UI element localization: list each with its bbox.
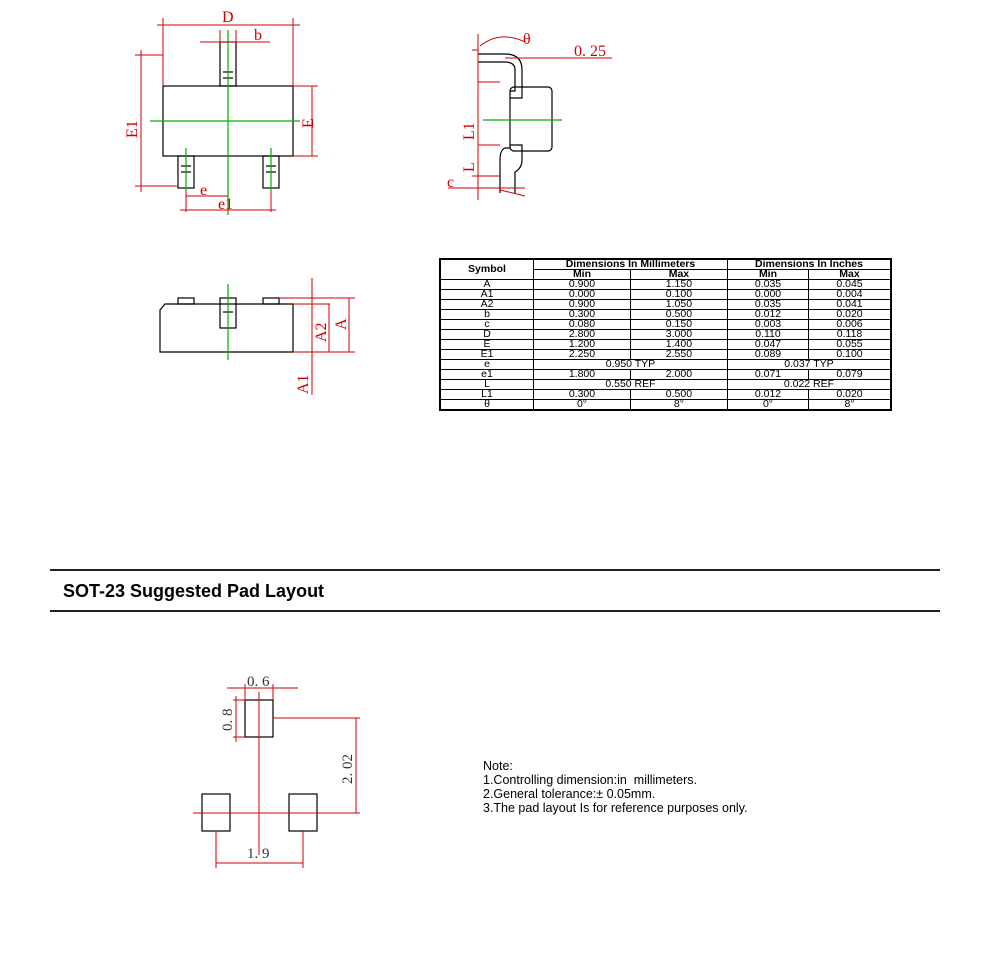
mm-max-header: Max [630, 270, 727, 280]
mm-min-header: Min [534, 270, 631, 280]
table-cell: 0.041 [809, 300, 891, 310]
note-item: 3.The pad layout Is for reference purposes only. [483, 801, 748, 815]
table-cell: θ [440, 400, 534, 411]
table-cell: A [440, 280, 534, 290]
table-cell: 0.071 [727, 370, 808, 380]
table-cell: 0.004 [809, 290, 891, 300]
table-cell: c [440, 320, 534, 330]
table-cell: 2.250 [534, 350, 631, 360]
table-cell: 0.080 [534, 320, 631, 330]
table-row [440, 400, 891, 411]
mm-header: Dimensions In Millimeters [534, 259, 728, 270]
label-E1: E1 [124, 120, 141, 138]
label-pad-pitch: 1. 9 [247, 846, 270, 862]
table-cell: 0.900 [534, 300, 631, 310]
table-cell: e [440, 360, 534, 370]
table-cell: 0.020 [809, 390, 891, 400]
table-cell: 0.950 TYP [534, 360, 728, 370]
table-cell: 0.550 REF [534, 380, 728, 390]
table-cell: 0.300 [534, 390, 631, 400]
in-min-header: Min [727, 270, 808, 280]
symbol-header: Symbol [440, 259, 534, 280]
label-A2: A2 [313, 322, 330, 342]
table-cell: 0.079 [809, 370, 891, 380]
table-cell: A2 [440, 300, 534, 310]
label-L1: L1 [461, 122, 478, 140]
table-cell: 1.800 [534, 370, 631, 380]
table-row [440, 390, 891, 400]
notes-heading: Note: [483, 759, 513, 773]
table-cell: L [440, 380, 534, 390]
table-cell: 1.400 [630, 340, 727, 350]
table-cell: 2.000 [630, 370, 727, 380]
in-header: Dimensions In Inches [727, 259, 891, 270]
table-cell: D [440, 330, 534, 340]
table-cell: 0.035 [727, 280, 808, 290]
table-cell: 0.003 [727, 320, 808, 330]
label-c: c [447, 174, 455, 191]
table-cell: 0.022 REF [727, 380, 891, 390]
table-cell: E [440, 340, 534, 350]
label-L: L [461, 162, 478, 172]
table-cell: 0.300 [534, 310, 631, 320]
table-cell: 0° [534, 400, 631, 411]
table-cell: 8° [630, 400, 727, 411]
table-cell: 0.012 [727, 390, 808, 400]
table-cell: 0.100 [809, 350, 891, 360]
table-cell: 3.000 [630, 330, 727, 340]
label-b: b [254, 27, 262, 44]
section-rule-bottom [50, 610, 940, 612]
in-max-header: Max [809, 270, 891, 280]
label-D: D [222, 9, 234, 26]
label-e: e [200, 182, 208, 199]
table-cell: 0.500 [630, 310, 727, 320]
table-cell: 0.037 TYP [727, 360, 891, 370]
table-cell: L1 [440, 390, 534, 400]
table-cell: 0.020 [809, 310, 891, 320]
table-cell: 0.900 [534, 280, 631, 290]
table-cell: 0.150 [630, 320, 727, 330]
note-item: 2.General tolerance:± 0.05mm. [483, 787, 656, 801]
pad-layout-title: SOT-23 Suggested Pad Layout [63, 581, 325, 601]
table-cell: 0.035 [727, 300, 808, 310]
table-cell: 1.200 [534, 340, 631, 350]
table-cell: 0.047 [727, 340, 808, 350]
table-cell: E1 [440, 350, 534, 360]
table-cell: 0.500 [630, 390, 727, 400]
table-cell: 0.000 [534, 290, 631, 300]
table-cell: 0.089 [727, 350, 808, 360]
table-cell: 1.150 [630, 280, 727, 290]
notes [483, 759, 748, 815]
label-gauge: 0. 25 [574, 43, 606, 60]
table-cell: 0.110 [727, 330, 808, 340]
table-cell: 1.050 [630, 300, 727, 310]
label-theta: θ [523, 31, 531, 48]
table-cell: b [440, 310, 534, 320]
table-cell: 0.012 [727, 310, 808, 320]
section-rule-top [50, 569, 940, 571]
dimension-table [439, 258, 892, 411]
table-cell: 0° [727, 400, 808, 411]
table-cell: 0.045 [809, 280, 891, 290]
dimension-table-body [440, 280, 891, 411]
label-A1: A1 [295, 374, 312, 394]
table-cell: 2.800 [534, 330, 631, 340]
label-pad-vertical: 2. 02 [340, 754, 356, 784]
table-cell: 2.550 [630, 350, 727, 360]
table-cell: 0.006 [809, 320, 891, 330]
table-cell: 0.118 [809, 330, 891, 340]
note-item: 1.Controlling dimension:in millimeters. [483, 773, 697, 787]
table-cell: e1 [440, 370, 534, 380]
label-e1: e1 [218, 196, 234, 213]
table-cell: 0.055 [809, 340, 891, 350]
label-pad-height: 0. 8 [220, 708, 236, 731]
table-cell: A1 [440, 290, 534, 300]
table-cell: 8° [809, 400, 891, 411]
label-E: E [300, 118, 317, 128]
label-A: A [333, 318, 350, 330]
table-cell: 0.000 [727, 290, 808, 300]
table-cell: 0.100 [630, 290, 727, 300]
label-pad-width: 0. 6 [247, 674, 270, 690]
